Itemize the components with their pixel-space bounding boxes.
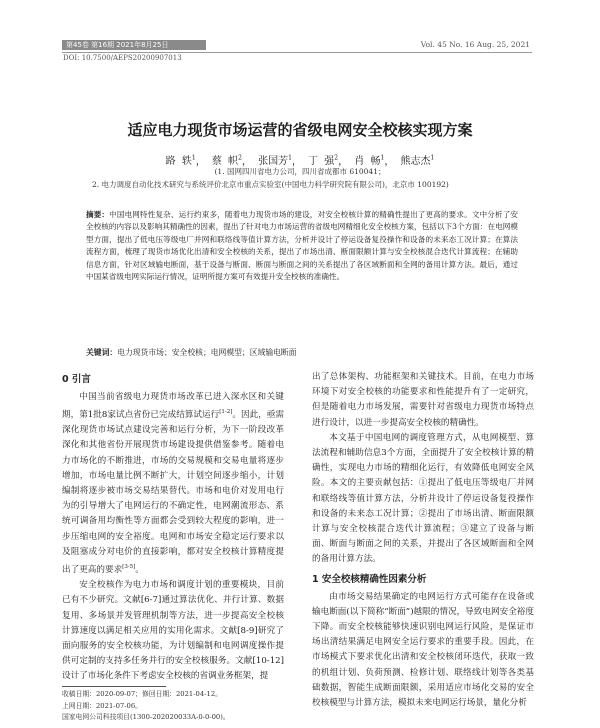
paper-title: 适应电力现货市场运营的省级电网安全校核实现方案	[127, 121, 473, 139]
footnote-online: 上网日期：2021-07-06。	[62, 702, 142, 710]
affiliation-1: (1. 国网四川省电力公司，四川省成都市 610041；	[214, 167, 386, 176]
paragraph: 本文基于中国电网的调度管理方式，从电网模型、算法流程和辅助信息3个方面，全面提升了安全校核计算的精确性，实现电力市场的精细化运行，有效降低电网安全风险。本文的主要贡献包括：①提出了低电压等级电厂并网和联络线等值计算方法，分析并设计了停运设备复役操作和设备的未来态工况计算；②提出了市场出清、断面限额计算与安全校核混合迭代计算流程；③建立了设备与断面、断面与断面之间的关系，并提出了各区域断面和全网的备用计算方法。	[312, 432, 534, 565]
journal-volume-en: Vol. 45 No. 16 Aug. 25, 2021	[420, 40, 530, 49]
footnote-funding: 国家电网公司科技项目(1300-202020033A-0-0-00)。	[62, 713, 230, 721]
section-heading: 0 引言	[62, 374, 91, 385]
author: 丁 强$^2$	[308, 155, 339, 168]
author: 熊志杰$^1$	[400, 155, 435, 168]
section-heading: 1 安全校核精确性因素分析	[312, 573, 427, 585]
keywords	[86, 347, 518, 359]
right-column	[312, 370, 534, 711]
author: 路 轶$^1$	[165, 155, 196, 168]
author-list: 路 轶$^1$， 蔡 帜$^2$， 张国芳$^1$， 丁 强$^2$， 肖 畅$^1$， 熊志杰$^1$	[165, 155, 435, 168]
abstract-text: 中国电网特性复杂、运行约束多，随着电力现货市场的建设，对安全校核计算的精确性提出了更高的要求。文中分析了安全校核的内容以及影响其精确性的因素，提出了针对电力市场运营的省级电网精细化安全校核方案，包括以下3个方面：在电网模型方面，提出了低电压等级电厂并网和联络线等值计算方法，分析并设计了停运设备复役操作和设备的未来态工况计算；在算法流程方面，梳理了现货市场优化出清和安全校核的关系，提出了市场出清、断面限额计算与安全校核混合迭代计算流程；在辅助信息方面，针对区域输电断面，基于设备与断面、断面与断面之间的关系提出了各区域断面和全网的备用计算方法。最后，通过中国某省级电网实际运行情况，证明所提方案可有效提升安全校核的准确性。	[86, 210, 519, 282]
keywords-text: 电力现货市场；安全校核；电网模型；区域输电断面	[117, 348, 297, 357]
footnote-rule	[62, 686, 166, 687]
paragraph: 由市场交易结果确定的电网运行方式可能存在设备或输电断面(以下简称“断面”)越限的情况，导致电网安全裕度下降。而安全校核能够快速识别电网运行风险，是保证市场出清结果满足电网安全运行要求的重要手段。因此，在市场模式下要求优化出清和安全校核闭环迭代，获取一致的机组计划、负荷预测、检修计划、联络线计划等各类基础数据，智能生成断面限额，采用适应市场化交易的安全校核模型与计算方法，模拟未来电网运行场景，量化分析	[312, 591, 534, 709]
abstract-label: 摘要：	[86, 210, 110, 219]
paragraph: 安全校核作为电力市场和调度计划的重要模块，目前已有不少研究。文献[6-7]通过算法优化、并行计算、数据复用、多场景并发管理机制等方法，进一步提高安全校核计算速度以满足相关应用的实用化需求。文献[8-9]研究了面向服务的安全校核功能，为计划编制和电网调度操作提供可定制的支持多任务并行的安全校核服务。文献[10-12]设计了市场化条件下考虑安全校核的省调业务框架，提	[62, 580, 284, 682]
author: 张国芳$^1$	[258, 155, 292, 168]
paragraph: 中国当前省级电力现货市场改革已进入深水区和关键期，第1批8家试点省份已完成结算试运行[1-2]。因此，亟需深化现货市场试点建设完善和运行分析，为下一阶段改革深化和其他省份开展现货市场建设提供借鉴参考。随着电力市场化的不断推进，市场的交易规模和交易电量将逐步增加，市场电量比例不断扩大，计划空间逐步缩小，计划编制将逐步被市场交易结果替代。市场和电价对发用电行为的引导增大了电网运行的不确定性，电网潮流形态、系统可调备用均衡性等方面都会受到较大程度的影响，进一步压缩电网的安全裕度。电网和市场安全稳定运行要求以及阻塞成分对电价的直接影响，都对安全校核计算精度提出了更高的要求[3-5]。	[62, 392, 284, 575]
left-column	[62, 370, 284, 685]
footnote-received: 收稿日期：2020-09-07；修回日期：2021-04-12。	[62, 690, 222, 698]
journal-volume-box: 第45卷 第16期 2021年8月25日	[62, 40, 206, 50]
abstract	[86, 209, 518, 283]
affiliation-2: 2. 电力调度自动化技术研究与系统评价北京市重点实验室(中国电力科学研究院有限公司)，北京市 100192)	[92, 180, 449, 189]
keywords-label: 关键词：	[86, 348, 118, 357]
author: 肖 畅$^1$	[354, 155, 385, 168]
doi: DOI: 10.7500/AEPS20200907013	[63, 54, 182, 62]
author: 蔡 帜$^2$	[211, 155, 242, 168]
paragraph: 出了总体架构、功能框架和关键技术。目前，在电力市场环境下对安全校核的功能要求和性能提升有了一定研究，但是随着电力市场发展，需要针对省级电力现货市场特点进行设计，以进一步提高安全校核的精确性。	[312, 372, 534, 428]
